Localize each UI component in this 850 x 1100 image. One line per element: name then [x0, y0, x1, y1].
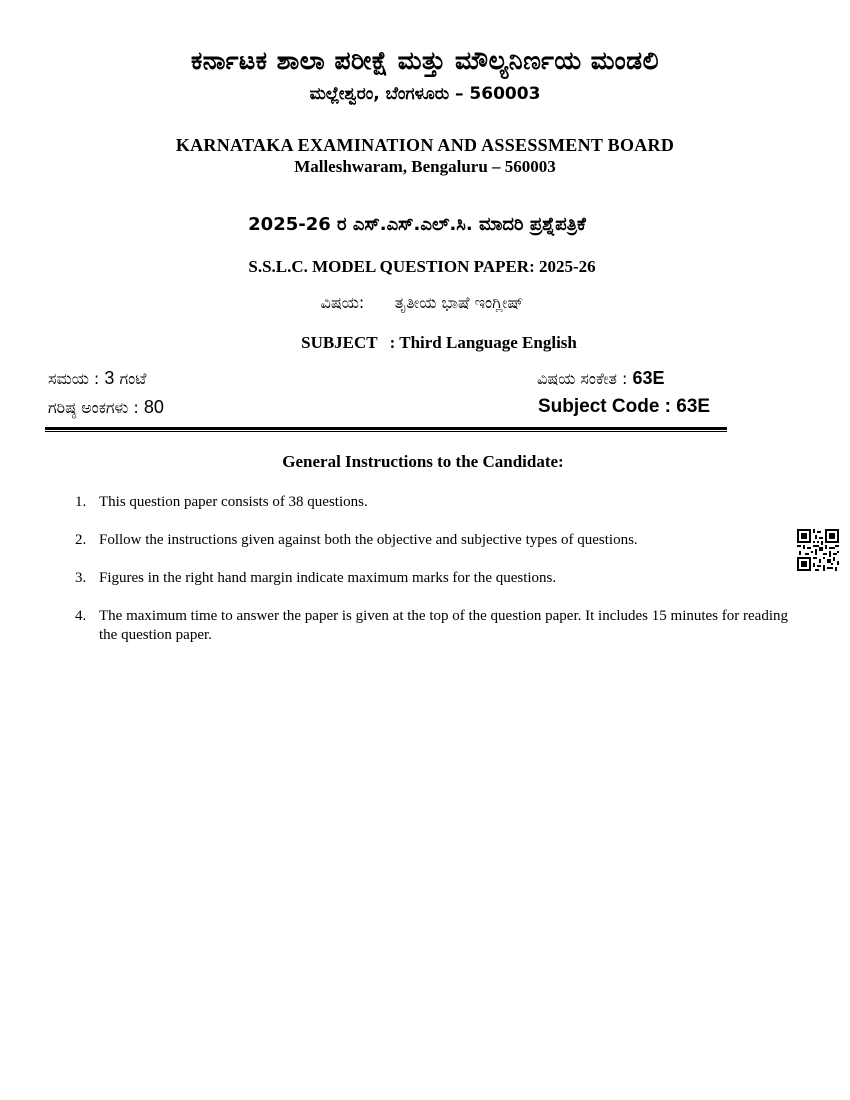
subject-code-label-kannada: ವಿಷಯ ಸಂಕೇತ :: [537, 369, 628, 388]
board-address-kannada: ಮಲ್ಲೇಶ್ವರಂ, ಬೆಂಗಳೂರು – 560003: [309, 84, 541, 104]
board-name-english: KARNATAKA EXAMINATION AND ASSESSMENT BOARD: [175, 135, 675, 155]
board-name-kannada: ಕರ್ನಾಟಕ ಶಾಲಾ ಪರೀಕ್ಷೆ ಮತ್ತು ಮೌಲ್ಯನಿರ್ಣಯ ಮಂಡಲಿ: [191, 46, 659, 75]
subject-kannada-label: ವಿಷಯ:: [320, 293, 365, 312]
header-divider-thin: [45, 431, 727, 432]
instruction-item: [75, 569, 795, 588]
instruction-number: 2.: [75, 532, 87, 548]
qr-code-icon[interactable]: [797, 529, 839, 571]
paper-title-kannada: 2025-26 ರ ಎಸ್.ಎಸ್.ಎಲ್.ಸಿ. ಮಾದರಿ ಪ್ರಶ್ನೆಪತ್ರಿಕೆ: [248, 214, 586, 235]
instruction-item: [75, 531, 795, 550]
time-allowed: [48, 368, 146, 389]
subject-code-value: 63E: [632, 368, 665, 388]
subject-kannada-value: ತೃತೀಯ ಭಾಷೆ ಇಂಗ್ಲೀಷ್: [394, 293, 524, 312]
max-marks-label: ಗರಿಷ್ಠ ಅಂಕಗಳು :: [48, 398, 139, 417]
instruction-text: This question paper consists of 38 questions.: [99, 494, 368, 510]
subject-english: [14, 333, 850, 353]
time-unit: ಗಂಟೆ: [119, 369, 147, 388]
instruction-item: [75, 607, 795, 645]
header-divider: [45, 427, 727, 430]
instruction-text: The maximum time to answer the paper is given at the top of the question paper. It includes 15 minutes for reading the question paper.: [99, 608, 788, 643]
subject-kannada: [0, 293, 847, 313]
max-marks-value: 80: [143, 397, 164, 417]
paper-title-english: S.S.L.C. MODEL QUESTION PAPER: 2025-26: [248, 257, 596, 276]
time-value: 3: [104, 368, 115, 388]
instructions-heading: General Instructions to the Candidate:: [282, 452, 564, 471]
instruction-text: Figures in the right hand margin indicate maximum marks for the questions.: [99, 570, 557, 586]
board-address-english: Malleshwaram, Bengaluru – 560003: [294, 157, 556, 176]
subject-code-english: Subject Code : 63E: [538, 396, 711, 417]
instruction-number: 1.: [75, 494, 87, 510]
subject-english-value: : Third Language English: [389, 333, 577, 352]
max-marks: [48, 397, 164, 418]
instruction-number: 4.: [75, 608, 87, 624]
time-label: ಸಮಯ :: [48, 369, 100, 388]
instruction-text: Follow the instructions given against both the objective and subjective types of questions.: [99, 532, 638, 548]
instruction-number: 3.: [75, 570, 87, 586]
subject-english-label: SUBJECT: [301, 333, 378, 352]
instructions-list: [75, 493, 795, 664]
subject-code-kannada: [537, 368, 665, 389]
instruction-item: [75, 493, 795, 512]
